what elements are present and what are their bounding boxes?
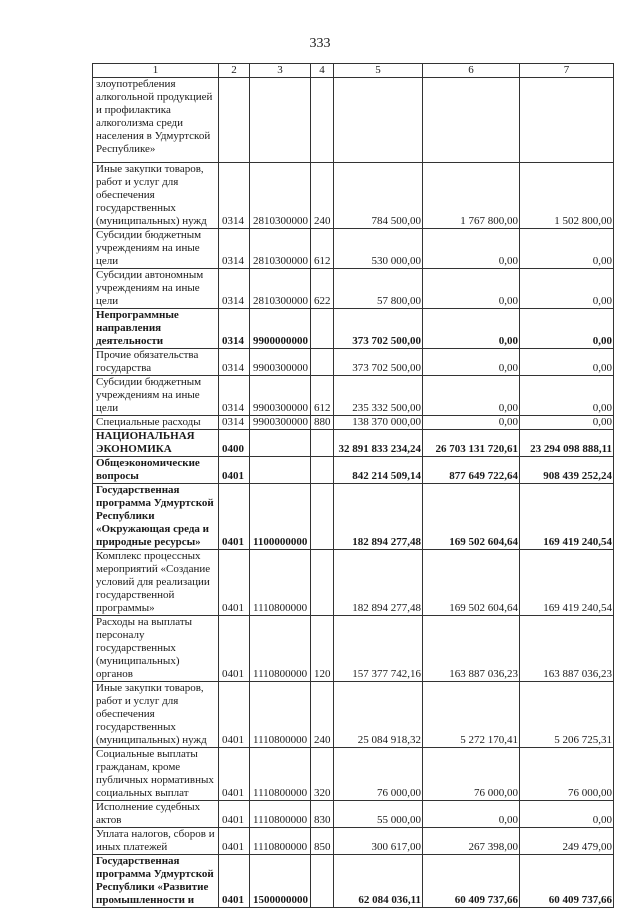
section-code: 0401 — [219, 616, 250, 682]
row-name: Субсидии бюджетным учреждениям на иные цели — [93, 229, 219, 269]
amount-col5: 182 894 277,48 — [334, 550, 423, 616]
amount-col5: 25 084 918,32 — [334, 682, 423, 748]
amount-col7: 1 502 800,00 — [520, 163, 614, 229]
row-name: Иные закупки товаров, работ и услуг для обеспечения государственных (муниципальных) нужд — [93, 163, 219, 229]
section-code: 0401 — [219, 855, 250, 908]
row-name: Социальные выплаты гражданам, кроме публичных нормативных социальных выплат — [93, 748, 219, 801]
section-code: 0314 — [219, 376, 250, 416]
amount-col5: 182 894 277,48 — [334, 484, 423, 550]
expense-type: 612 — [311, 376, 334, 416]
amount-col5: 300 617,00 — [334, 828, 423, 855]
row-name: Непрограммные направления деятельности — [93, 309, 219, 349]
amount-col6: 0,00 — [423, 229, 520, 269]
expense-type: 120 — [311, 616, 334, 682]
target-code: 1110800000 — [250, 550, 311, 616]
section-code: 0401 — [219, 484, 250, 550]
target-code: 1110800000 — [250, 828, 311, 855]
amount-col5: 842 214 509,14 — [334, 457, 423, 484]
expense-type — [311, 550, 334, 616]
amount-col7: 60 409 737,66 — [520, 855, 614, 908]
amount-col6: 0,00 — [423, 376, 520, 416]
amount-col6: 169 502 604,64 — [423, 550, 520, 616]
expense-type — [311, 855, 334, 908]
amount-col7: 0,00 — [520, 309, 614, 349]
amount-col5: 784 500,00 — [334, 163, 423, 229]
table-row — [93, 430, 614, 457]
table-row — [93, 416, 614, 430]
amount-col5 — [334, 78, 423, 163]
amount-col6: 0,00 — [423, 309, 520, 349]
section-code: 0314 — [219, 309, 250, 349]
table-row — [93, 309, 614, 349]
row-name: Субсидии бюджетным учреждениям на иные цели — [93, 376, 219, 416]
amount-col7 — [520, 78, 614, 163]
amount-col5: 373 702 500,00 — [334, 349, 423, 376]
section-code: 0314 — [219, 269, 250, 309]
table-row — [93, 376, 614, 416]
amount-col7: 0,00 — [520, 269, 614, 309]
amount-col6: 60 409 737,66 — [423, 855, 520, 908]
target-code: 1110800000 — [250, 748, 311, 801]
amount-col7: 169 419 240,54 — [520, 484, 614, 550]
target-code: 1110800000 — [250, 801, 311, 828]
expense-type — [311, 430, 334, 457]
target-code: 1500000000 — [250, 855, 311, 908]
amount-col5: 32 891 833 234,24 — [334, 430, 423, 457]
amount-col7: 23 294 098 888,11 — [520, 430, 614, 457]
amount-col5: 62 084 036,11 — [334, 855, 423, 908]
table-row — [93, 349, 614, 376]
table-row — [93, 550, 614, 616]
amount-col5: 157 377 742,16 — [334, 616, 423, 682]
target-code — [250, 430, 311, 457]
amount-col7: 169 419 240,54 — [520, 550, 614, 616]
target-code: 9900300000 — [250, 416, 311, 430]
table-row — [93, 801, 614, 828]
table-row — [93, 269, 614, 309]
target-code: 9900000000 — [250, 309, 311, 349]
expense-type — [311, 309, 334, 349]
amount-col6: 0,00 — [423, 801, 520, 828]
amount-col6: 267 398,00 — [423, 828, 520, 855]
expense-type — [311, 349, 334, 376]
amount-col6: 169 502 604,64 — [423, 484, 520, 550]
amount-col6: 0,00 — [423, 349, 520, 376]
amount-col7: 0,00 — [520, 416, 614, 430]
page-number: 333 — [309, 36, 331, 51]
amount-col5: 138 370 000,00 — [334, 416, 423, 430]
target-code — [250, 457, 311, 484]
amount-col6 — [423, 78, 520, 163]
amount-col7: 249 479,00 — [520, 828, 614, 855]
table-row — [93, 229, 614, 269]
amount-col7: 0,00 — [520, 801, 614, 828]
header-col-3: 3 — [250, 64, 311, 78]
table-row — [93, 457, 614, 484]
table-row — [93, 828, 614, 855]
expense-type — [311, 78, 334, 163]
expense-type: 612 — [311, 229, 334, 269]
amount-col6: 0,00 — [423, 269, 520, 309]
amount-col7: 908 439 252,24 — [520, 457, 614, 484]
section-code: 0401 — [219, 682, 250, 748]
row-name: Специальные расходы — [93, 416, 219, 430]
amount-col5: 76 000,00 — [334, 748, 423, 801]
section-code: 0314 — [219, 349, 250, 376]
row-name: Прочие обязательства государства — [93, 349, 219, 376]
expense-type: 240 — [311, 163, 334, 229]
row-name: Комплекс процессных мероприятий «Создание условий для реализации государственной программы» — [93, 550, 219, 616]
row-name: Уплата налогов, сборов и иных платежей — [93, 828, 219, 855]
section-code: 0401 — [219, 550, 250, 616]
amount-col6: 163 887 036,23 — [423, 616, 520, 682]
amount-col6: 877 649 722,64 — [423, 457, 520, 484]
budget-table — [92, 63, 614, 908]
amount-col6: 26 703 131 720,61 — [423, 430, 520, 457]
header-row — [93, 64, 614, 78]
section-code: 0314 — [219, 163, 250, 229]
target-code: 2810300000 — [250, 163, 311, 229]
table-row — [93, 682, 614, 748]
target-code: 2810300000 — [250, 229, 311, 269]
row-name: Иные закупки товаров, работ и услуг для обеспечения государственных (муниципальных) нужд — [93, 682, 219, 748]
row-name: Субсидии автономным учреждениям на иные цели — [93, 269, 219, 309]
table-row — [93, 484, 614, 550]
amount-col5: 235 332 500,00 — [334, 376, 423, 416]
header-col-4: 4 — [311, 64, 334, 78]
table-row — [93, 748, 614, 801]
amount-col7: 5 206 725,31 — [520, 682, 614, 748]
header-col-5: 5 — [334, 64, 423, 78]
row-name: НАЦИОНАЛЬНАЯ ЭКОНОМИКА — [93, 430, 219, 457]
target-code: 1110800000 — [250, 616, 311, 682]
amount-col5: 57 800,00 — [334, 269, 423, 309]
amount-col5: 373 702 500,00 — [334, 309, 423, 349]
section-code: 0401 — [219, 828, 250, 855]
expense-type: 830 — [311, 801, 334, 828]
target-code: 1110800000 — [250, 682, 311, 748]
header-col-6: 6 — [423, 64, 520, 78]
amount-col6: 0,00 — [423, 416, 520, 430]
amount-col7: 76 000,00 — [520, 748, 614, 801]
header-col-7: 7 — [520, 64, 614, 78]
amount-col6: 5 272 170,41 — [423, 682, 520, 748]
expense-type: 320 — [311, 748, 334, 801]
amount-col6: 1 767 800,00 — [423, 163, 520, 229]
amount-col5: 530 000,00 — [334, 229, 423, 269]
target-code: 9900300000 — [250, 376, 311, 416]
expense-type — [311, 484, 334, 550]
amount-col7: 0,00 — [520, 376, 614, 416]
amount-col7: 163 887 036,23 — [520, 616, 614, 682]
expense-type: 850 — [311, 828, 334, 855]
target-code: 2810300000 — [250, 269, 311, 309]
section-code: 0401 — [219, 457, 250, 484]
section-code: 0401 — [219, 748, 250, 801]
target-code: 1100000000 — [250, 484, 311, 550]
table-row — [93, 163, 614, 229]
amount-col7: 0,00 — [520, 229, 614, 269]
row-name: Общеэкономические вопросы — [93, 457, 219, 484]
header-col-1: 1 — [93, 64, 219, 78]
amount-col7: 0,00 — [520, 349, 614, 376]
target-code — [250, 78, 311, 163]
expense-type: 240 — [311, 682, 334, 748]
section-code: 0400 — [219, 430, 250, 457]
table-row — [93, 855, 614, 908]
amount-col5: 55 000,00 — [334, 801, 423, 828]
row-name: Государственная программа Удмуртской Республики «Окружающая среда и природные ресурсы» — [93, 484, 219, 550]
row-name: злоупотребления алкогольной продукцией и профилактика алкоголизма среди населения в Удмуртской Республике» — [93, 78, 219, 163]
expense-type: 880 — [311, 416, 334, 430]
section-code — [219, 78, 250, 163]
row-name: Исполнение судебных актов — [93, 801, 219, 828]
row-name: Расходы на выплаты персоналу государственных (муниципальных) органов — [93, 616, 219, 682]
expense-type — [311, 457, 334, 484]
row-name: Государственная программа Удмуртской Республики «Развитие промышленности и — [93, 855, 219, 908]
expense-type: 622 — [311, 269, 334, 309]
header-col-2: 2 — [219, 64, 250, 78]
section-code: 0314 — [219, 416, 250, 430]
section-code: 0314 — [219, 229, 250, 269]
target-code: 9900300000 — [250, 349, 311, 376]
table-row — [93, 616, 614, 682]
amount-col6: 76 000,00 — [423, 748, 520, 801]
section-code: 0401 — [219, 801, 250, 828]
table-row — [93, 78, 614, 163]
